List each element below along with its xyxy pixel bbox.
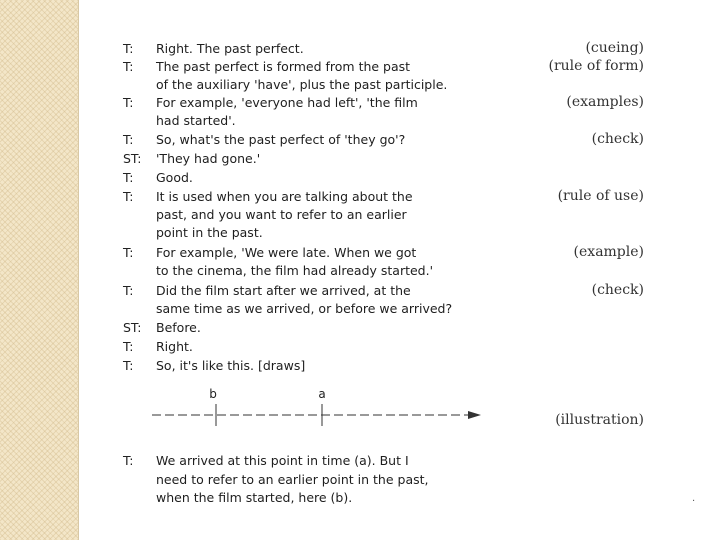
speaker-label: T: xyxy=(123,189,134,204)
dialogue-line: For example, 'everyone had left', 'the film xyxy=(156,95,418,110)
speaker-label: T: xyxy=(123,132,134,147)
speaker-label: T: xyxy=(123,41,134,56)
speaker-label: T: xyxy=(123,95,134,110)
speaker-label: T: xyxy=(123,245,134,260)
timeline-label-b: b xyxy=(209,387,217,401)
dialogue-line: It is used when you are talking about the xyxy=(156,189,413,204)
dialogue-line: past, and you want to refer to an earlier xyxy=(156,207,407,222)
timeline-label-a: a xyxy=(318,387,326,401)
dialogue-line: of the auxiliary 'have', plus the past participle. xyxy=(156,77,448,92)
dialogue-line: Before. xyxy=(156,320,201,335)
dialogue-line: had started'. xyxy=(156,113,236,128)
margin-note: (rule of form) xyxy=(548,58,644,74)
speaker-label: ST: xyxy=(123,320,142,335)
speaker-label: ST: xyxy=(123,151,142,166)
dialogue-line: 'They had gone.' xyxy=(156,151,261,166)
dialogue-line: Did the film start after we arrived, at the xyxy=(156,283,411,298)
dialogue-line: So, it's like this. [draws] xyxy=(156,358,306,373)
speaker-label: T: xyxy=(123,358,134,373)
margin-note: (check) xyxy=(591,131,644,147)
margin-note: (examples) xyxy=(566,94,644,110)
page-dot: . xyxy=(692,493,696,504)
speaker-label: T: xyxy=(123,453,134,468)
timeline-arrowhead xyxy=(468,411,481,419)
margin-note: (cueing) xyxy=(585,40,644,56)
margin-note: (check) xyxy=(591,282,644,298)
dialogue-line: same time as we arrived, or before we arrived? xyxy=(156,301,453,316)
dialogue-line: Right. The past perfect. xyxy=(156,41,304,56)
dialogue-line: to the cinema, the film had already started.' xyxy=(156,263,434,278)
dialogue-line: Right. xyxy=(156,339,193,354)
dialogue-line: So, what's the past perfect of 'they go'? xyxy=(156,132,406,147)
speaker-label: T: xyxy=(123,339,134,354)
dialogue-line: For example, 'We were late. When we got xyxy=(156,245,417,260)
dialogue-line: We arrived at this point in time (a). But I xyxy=(156,453,409,468)
timeline-illustration xyxy=(150,382,490,434)
dialogue-line: Good. xyxy=(156,170,193,185)
dialogue-line: point in the past. xyxy=(156,225,263,240)
speaker-label: T: xyxy=(123,59,134,74)
dialogue-line: The past perfect is formed from the past xyxy=(156,59,411,74)
speaker-label: T: xyxy=(123,283,134,298)
speaker-label: T: xyxy=(123,170,134,185)
dialogue-line: need to refer to an earlier point in the past, xyxy=(156,472,429,487)
illustration-note: (illustration) xyxy=(555,412,644,428)
dialogue-line: when the film started, here (b). xyxy=(156,490,353,505)
margin-note: (example) xyxy=(573,244,644,260)
margin-note: (rule of use) xyxy=(557,188,644,204)
